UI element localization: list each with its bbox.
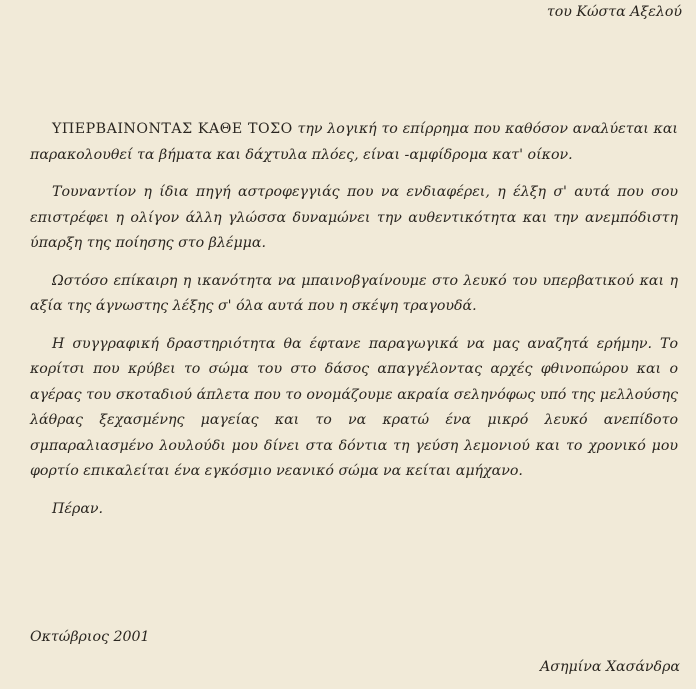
paragraph-4-text: Η συγγραφική δραστηριότητα θα έφτανε παραγωγικά να μας αναζητά ερήμην. Το κορίτσι που κρύβει το σώμα του στο δάσος απαγγέλοντας αρχές φθινοπώρου και ο αγέρας του σκοταδιού άπλετα που το ονομάζουμε ακραία σεληνόφως υπό της μελλούσης λάθρας ξεχασμένης μαγείας και το να κρατώ ένα μικρό λευκό ανεπίδοτο σμπαραλιασμένο λουλούδι μου δίνει στα δόντια τη γεύση λεμονιού και το χρονικό μου φορτίο επικαλείται ένα εγκόσμιο νεανικό σώμα να κείται αμήχανο. <box>30 335 678 479</box>
paragraph-2 <box>30 180 678 257</box>
paragraph-4 <box>30 332 678 485</box>
poem-body <box>30 117 678 534</box>
date-line: Οκτώβριος 2001 <box>30 629 150 645</box>
paragraph-2-text: Τουναντίον η ίδια πηγή αστροφεγγιάς που να ενδιαφέρει, η έλξη σ' αυτά που σου επιστρέφει η ολίγον άλλη γλώσσα δυναμώνει την αυθεντικότητα και την ανεμπόδιστη ύπαρξη της ποίησης στο βλέμμα. <box>30 184 678 251</box>
paragraph-5-text: Πέραν. <box>52 500 104 517</box>
paragraph-1-text: την λογική το επίρρημα που καθόσον αναλύεται και παρακολουθεί τα βήματα και δάχτυλα πλόες, είναι -αμφίδρομα κατ' οίκον. <box>30 121 678 163</box>
paragraph-3 <box>30 269 678 320</box>
paragraph-5 <box>30 497 678 523</box>
opening-caps: ΥΠΕΡΒΑΙΝΟΝΤΑΣ ΚΑΘΕ ΤΟΣΟ <box>52 121 293 137</box>
paragraph-3-text: Ωστόσο επίκαιρη η ικανότητα να μπαινοβγαίνουμε στο λευκό του υπερβατικού και η αξία της άγνωστης λέξης σ' όλα αυτά που η σκέψη τραγουδά. <box>30 272 678 314</box>
signature: Ασημίνα Χασάνδρα <box>540 659 680 675</box>
author-dedication: του Κώστα Αξελού <box>546 4 682 20</box>
paragraph-1 <box>30 117 678 168</box>
